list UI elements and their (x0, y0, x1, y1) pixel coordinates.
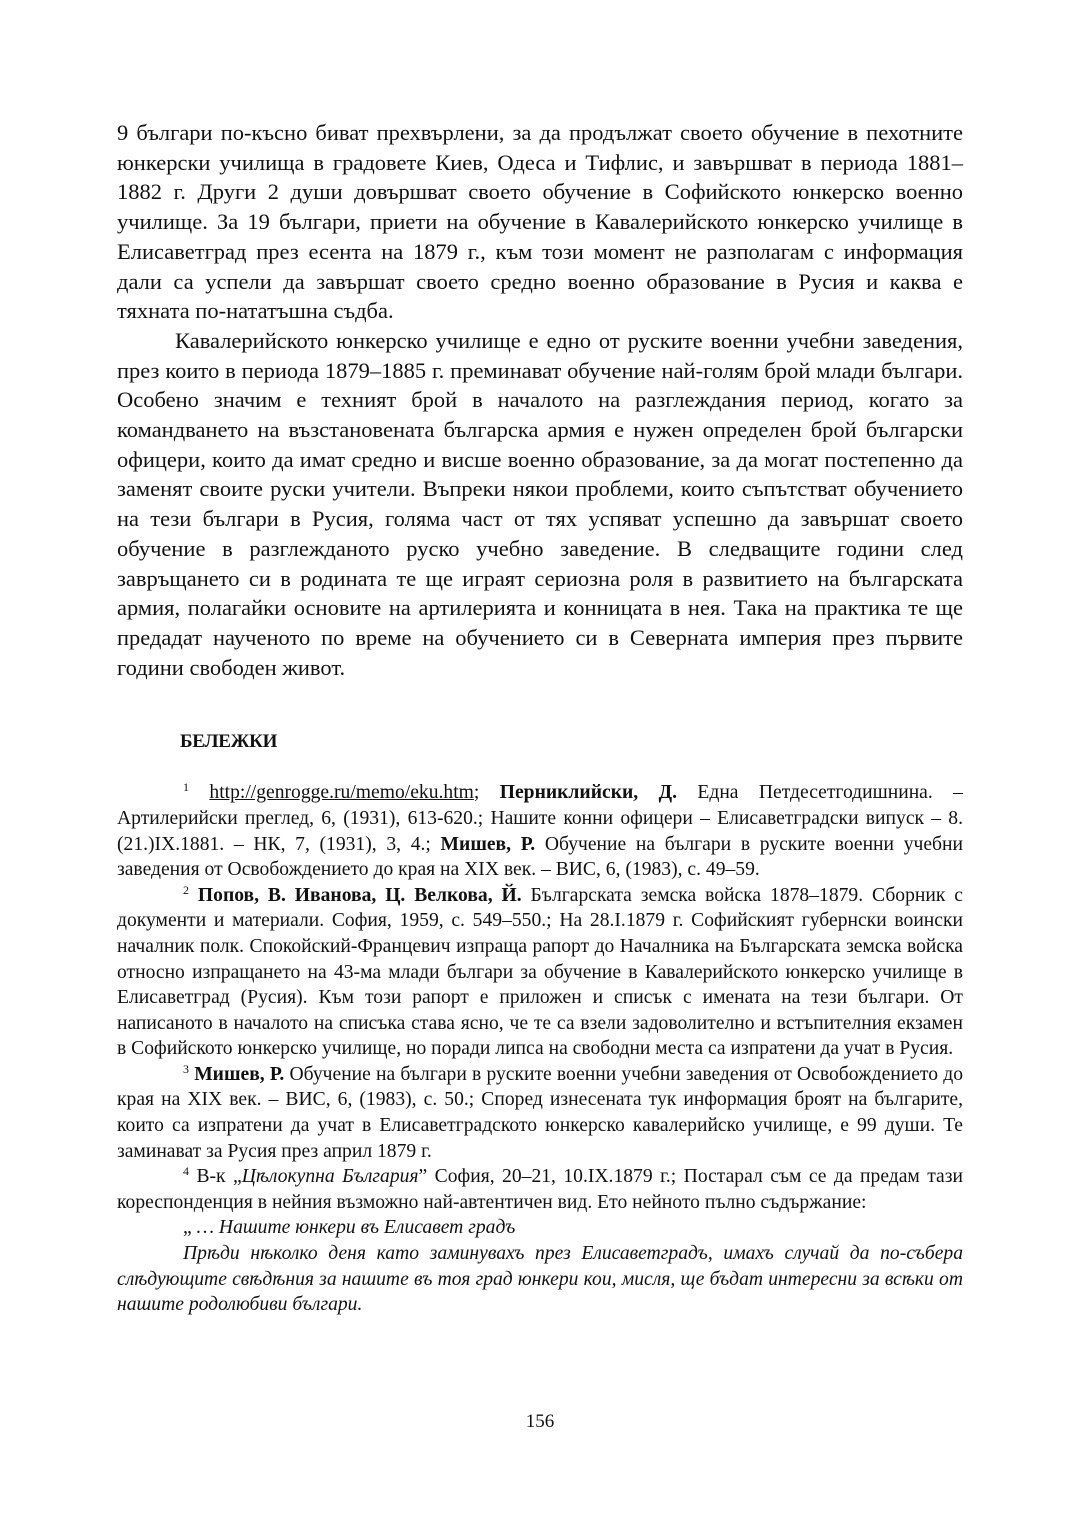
footnote-2 (117, 883, 963, 1062)
footnote-text: Една Петдесетгодишнина. – Артилерийски преглед, 6, (1931), 613-620.; Нашите конни офицери – Елисаветградски випуск – 8.(21.)IX.1881. – НК, 7, (1931), 3, 4.; (117, 782, 963, 855)
quote-heading-text: … Нашите юнкери въ Елисавет градъ (196, 1217, 516, 1239)
quote-paragraph: Прѣди нѣколко деня като заминувахъ през Елисаветградъ, имахъ случай да по-събера слѣдующите свѣдѣния за нашите въ тоя град юнкери кои, мисля, ще бъдат интересни за всѣки от нашите родолюбиви българи. (117, 1243, 963, 1316)
footnote-number: 4 (183, 1164, 189, 1179)
footnote-author: Мишев, Р. (440, 833, 536, 855)
footnote-author: Попов, В. Иванова, Ц. Велкова, Й. (197, 884, 522, 906)
footnote-3 (117, 1062, 963, 1164)
footnote-number: 2 (183, 882, 189, 897)
footnote-text: Българската земска войска 1878–1879. Сборник с документи и материали. София, 1959, с. 549–550.; На 28.I.1879 г. Софийският губернски воински началник полк. Спокойский-Францевич изпраща рапорт до Началника на Българската земска войска относно изпращането на 43-ма млади българи за обучение в Кавалерийското юнкерско училище в Елисаветград (Русия). Към този рапорт е приложен и списък с имената на тези българи. От написаното в началото на списъка става ясно, че те са взели задоволително и встъпителния екзамен в Софийското юнкерско училище, но поради липса на свободни места са изпратени да учат в Русия. (117, 884, 963, 1060)
footnote-number: 3 (183, 1061, 189, 1076)
notes-heading: БЕЛЕЖКИ (180, 731, 278, 753)
page-content (117, 118, 963, 1318)
footnote-link[interactable]: http://genrogge.ru/memo/eku.htm (209, 782, 474, 804)
newspaper-title: Цѣлокупна България (241, 1166, 419, 1188)
footnote-4 (117, 1164, 963, 1215)
footnote-number: 1 (183, 780, 189, 795)
body-paragraph-1: 9 българи по-късно биват прехвърлени, за да продължат своето обучение в пехотните юнкерски училища в градовете Киев, Одеса и Тифлис, и завършват в периода 1881–1882 г. Други 2 души довършват своето обучение в Софийското юнкерско военно училище. За 19 българи, приети на обучение в Кавалерийското юнкерско училище в Елисаветград през есента на 1879 г., към този момент не разполагам с информация дали са успели да завършат своето средно военно образование в Русия и каква е тяхната по-нататъшна съдба. (117, 120, 963, 324)
footnote-text: Обучение на българи в руските военни учебни заведения от Освобождението до края на XIX век. – ВИС, 6, (1983), с. 50.; Според изнесената тук информация броят на българите, които са изпратени да учат в Елисаветградското юнкерско кавалерийско училище, е 99 души. Те заминават за Русия през април 1879 г. (117, 1063, 963, 1162)
footnote-text: ” София, 20–21, 10.IX.1879 г.; Постарал съм се да предам тази кореспонденция в нейния възможно най-автентичен вид. Ето нейното пълно съдържание: (117, 1166, 963, 1213)
footnote-author: Мишев, Р. (194, 1063, 285, 1085)
page-number: 156 (525, 1411, 555, 1432)
footnote-author: Перниклийски, Д. (499, 782, 677, 804)
footnote-text: В-к „ (196, 1166, 242, 1188)
footnotes (117, 780, 963, 1317)
quote-open-mark: „ (183, 1217, 197, 1239)
footnote-text: ; (473, 782, 500, 804)
footnote-1 (117, 780, 963, 882)
footnote-text: Обучение на българи в руските военни учебни заведения от Освобождението до края на XIX век. – ВИС, 6, (1983), с. 49–59. (117, 833, 963, 881)
body-paragraph-2: Кавалерийското юнкерско училище е едно от руските военни учебни заведения, през които в периода 1879–1885 г. преминават обучение най-голям брой млади българи. Особено значим е техният брой в началото на разглеждания период, когато за командването на възстановената българска армия е нужен определен брой български офицери, които да имат средно и висше военно образование, за да могат постепенно да заменят своите руски учители. Въпреки някои проблеми, които съпътстват обучението на тези българи в Русия, голяма част от тях успяват успешно да завършат своето обучение в разглежданото руско учебно заведение. В следващите години след завръщането си в родината те ще играят сериозна роля в развитието на българската армия, полагайки основите на артилерията и конницата в нея. Така на практика те ще предадат наученото по време на обучението си в Северната империя през първите години свободен живот. (117, 327, 963, 680)
quote-heading (117, 1215, 963, 1241)
